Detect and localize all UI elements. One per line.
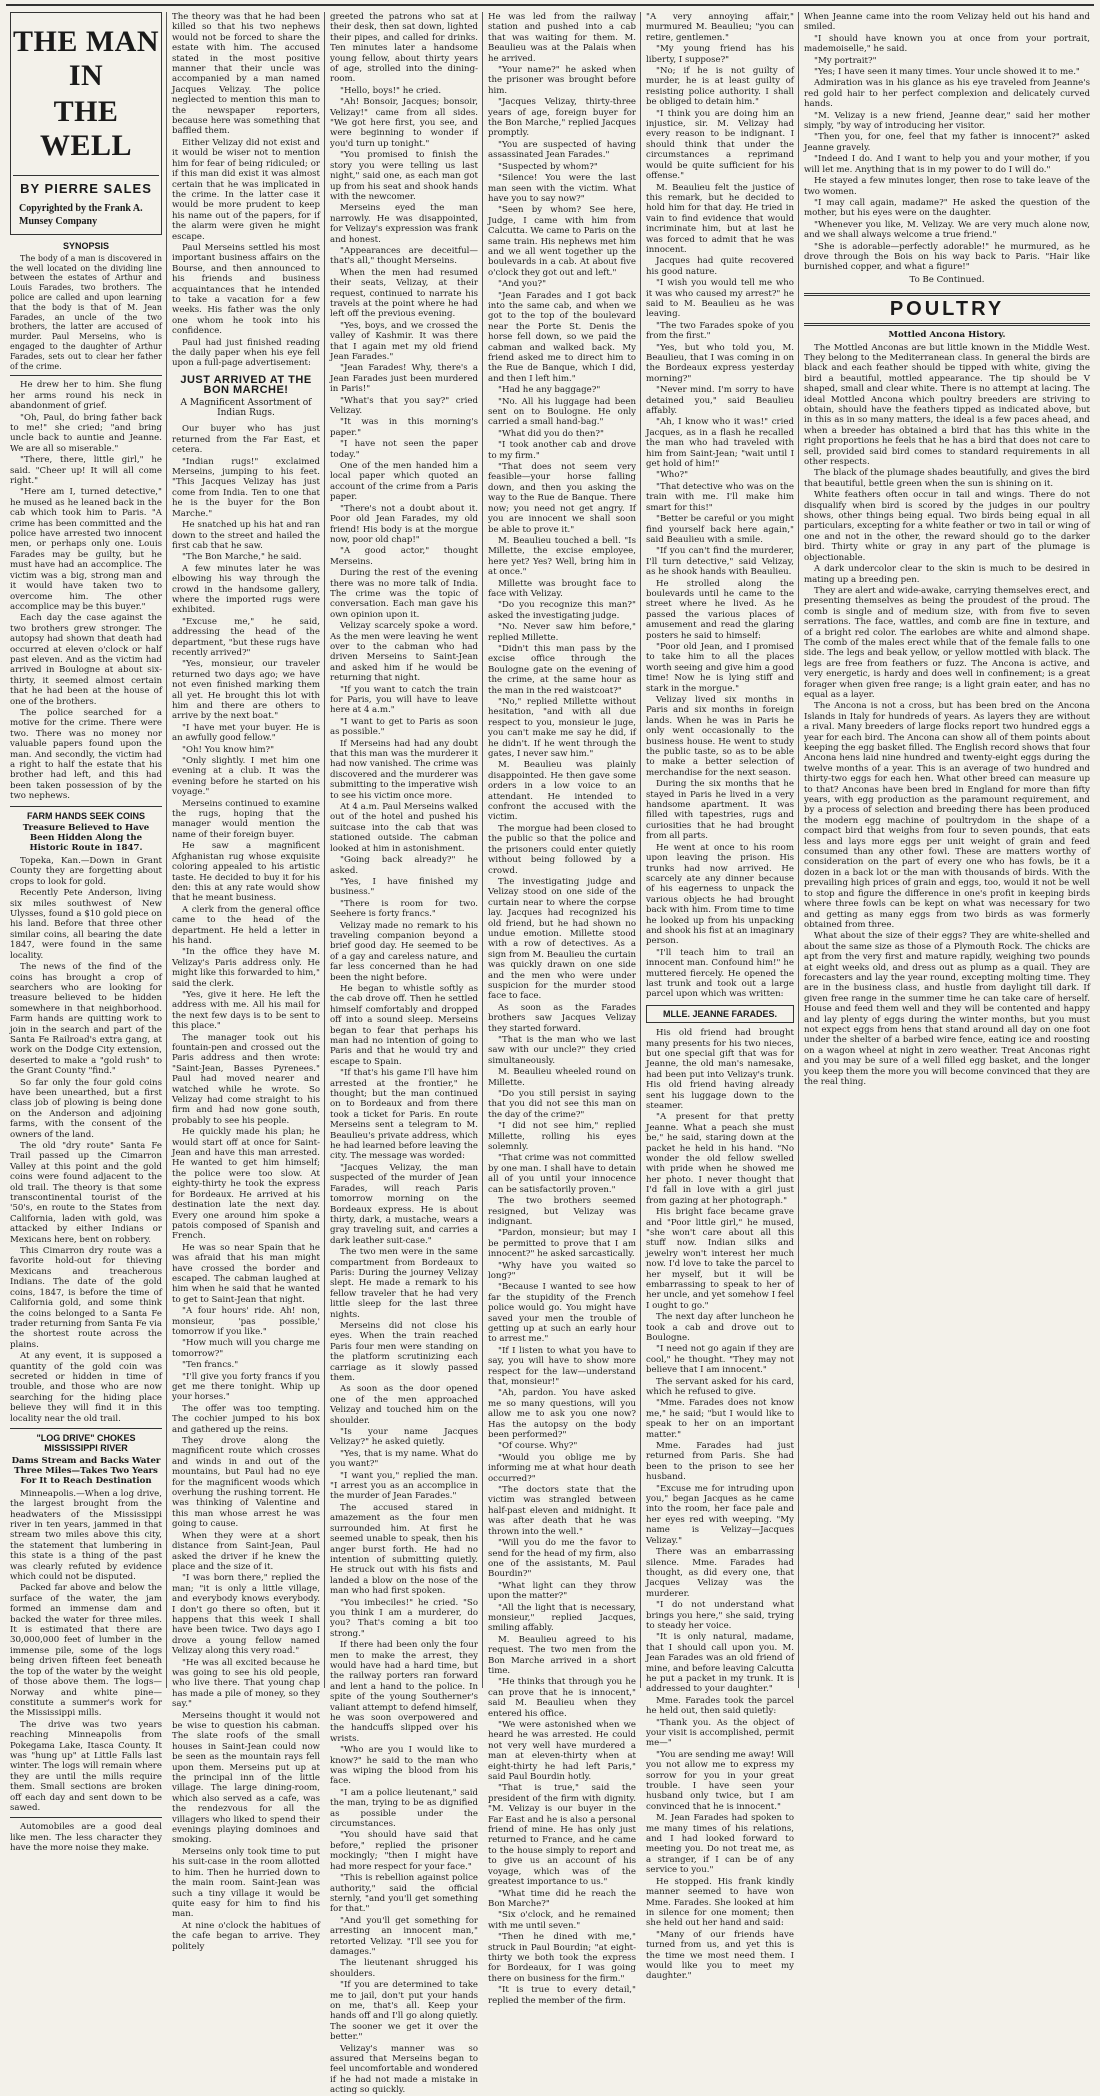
paragraph: "She is adorable—perfectly adorable!" he murmured, as he drove through the Bois on his way back to Paris. "Hair like burnished copper, and what a figure!"	[804, 241, 1090, 273]
paragraph: "Yes, that is my name. What do you want?"	[330, 1448, 478, 1470]
paragraph: If there had been only the four men to make the arrest, they would have had a hard time, but the railway porters ran forward and lent a hand to the police. In spite of the young Southerner's valiant attempt to defend himself, he was soon overpowered and the handcuffs slipped over his wrists.	[330, 1640, 478, 1744]
paragraph: Merseins eyed the man narrowly. He was disappointed, for Velizay's expression was frank and honest.	[330, 203, 478, 245]
paragraph: "M. Velizay is a new friend, Jeanne dear," said her mother simply, "by way of introducing her visitor.	[804, 110, 1090, 132]
paragraph: "Excuse me for intruding upon you," began Jacques as he came into the room, her face pale and her eyes red with weeping. "My name is Velizay—Jacques Velizay."	[646, 1483, 794, 1546]
paragraph: "Jacques Velizay, thirty-three years of age, foreign buyer for the Bon Marche," replied Jacques promptly.	[488, 97, 636, 139]
paragraph: "I was born there," replied the man; "it is only a little village, and everybody knows everybody. I don't go there so often, but it happens that this week I shall have been twice. Two days ago I drove a young fellow named Velizay along this very road."	[172, 1573, 320, 1657]
paragraph: "That crime was not committed by one man. I shall have to detain all of you until your innocence can be satisfactorily proven."	[488, 1153, 636, 1195]
paragraph: "I took another cab and drove to my firm."	[488, 440, 636, 461]
gold-heading: FARM HANDS SEEK COINS	[26, 810, 145, 821]
paragraph: As soon as the door opened one of the men approached Velizay and touched him on the shoulder.	[330, 1384, 478, 1426]
paragraph: He drew her to him. She flung her arms round his neck in abandonment of grief.	[10, 380, 162, 412]
paragraph: "You are sending me away! Will you not allow me to express my sorrow for you in your great trouble. I have seen your husband only twice, but I am convinced that he is innocent."	[646, 1749, 794, 1812]
paragraph: "Would you oblige me by informing me at what hour death occurred?"	[488, 1452, 636, 1484]
paragraph: "Whenever you like, M. Velizay. We are very much alone now, and we shall always welcome a true friend."	[804, 219, 1090, 241]
paragraph: "Then you, for one, feel that my father is innocent?" asked Jeanne gravely.	[804, 132, 1090, 153]
paragraph: "I need not go again if they are cool," he thought. "They may not believe that I am innocent."	[646, 1344, 794, 1376]
paragraph: "Appearances are deceitful—that's all," thought Merseins.	[330, 245, 478, 267]
paragraph: His old friend had brought many presents for his two nieces, but one special gift that was for Jeanne, the old man's namesake, had been put into Velizay's trunk. His old friend having already sent his luggage down to the steamer.	[646, 1028, 794, 1112]
paragraph: "The Bon Marche," he said.	[182, 552, 302, 563]
paragraph: "Indeed I do. And I want to help you and your mother, if you will let me. Anything that is in my power to do I will do."	[804, 154, 1090, 175]
paragraph: M. Beaulieu was plainly disappointed. He then gave some orders in a low voice to an attendant. He intended to confront the accused with the victim.	[488, 760, 636, 823]
paragraph: Merseins continued to examine the rugs, hoping that the manager would mention the name of their foreign buyer.	[172, 798, 320, 840]
paragraph: "Yes; I have seen it many times. Your uncle showed it to me."	[814, 67, 1080, 78]
paragraph: "No; if he is not guilty of murder, he is at least guilty of resisting police authority. I shall be obliged to detain him."	[646, 66, 794, 108]
paragraph: M. Beaulieu agreed to his request. The two men from the Bon Marche arrived in a short time.	[488, 1634, 636, 1676]
paragraph: "Hello, boys!" he cried.	[340, 85, 442, 96]
column-rule	[798, 12, 799, 1688]
paragraph: "No. Never saw him before," replied Millette.	[488, 622, 636, 643]
paragraph: "I wish you would tell me who it was who caused my arrest?" he said to M. Beaulieu as he was leaving.	[646, 278, 794, 320]
paragraph: "I did not see him," replied Millette, rolling his eyes solemnly.	[488, 1121, 636, 1153]
paragraph: At 4 a.m. Paul Merseins walked out of the hotel and pushed his suitcase into the cab that was stationed outside. The cabman looked at him in astonishment.	[330, 802, 478, 854]
paragraph: "Had he any baggage?"	[498, 385, 601, 396]
paragraph: So far only the four gold coins have been unearthed, but a first class job of plowing is being done on the Anderson and adjoining farms, with the consent of the owners of the land.	[10, 1077, 162, 1140]
paragraph: White feathers often occur in tail and wings. There do not disqualify when bird is scored by the judges in our poultry shows, other things being equal. Two birds being equal in all particulars, excepting for a white feather or two in tail or wing of one and not in the other, the reward should go to the darker bird. Thirty white or gray in any part of the plumage is objectionable.	[804, 490, 1090, 563]
synopsis-text: The body of a man is discovered in the well located on the dividing line between the estates of Arthur and Louis Farades, two brothers. The police are called and upon learning that the body is that of M. Jean Farades, an uncle of the two brothers, the latter are accused of murder. Paul Merseins, who is engaged to the daughter of Arthur Farades, sets out to clear her father of the crime.	[10, 253, 162, 371]
story-copyright: Copyrighted by the Frank A. Munsey Company	[19, 203, 143, 228]
paragraph: "Thank you. As the object of your visit is accomplished, permit me—"	[646, 1717, 794, 1749]
paragraph: "This is rebellion against police authority," said the official sternly, "and you'll get something for that."	[330, 1873, 478, 1915]
paragraph: "Your name?" he asked when the prisoner was brought before him.	[488, 65, 636, 96]
paragraph: "How much will you charge me tomorrow?"	[172, 1338, 320, 1359]
paragraph: Recently Pete Anderson, living six miles southwest of New Ulysses, found a $10 gold piece on his land. Before that three other similar coins, all bearing the date 1847, were found in the same locality.	[10, 888, 162, 961]
paragraph: "There's not a doubt about it. Poor old Jean Farades, my old friend! His body is at the morgue now, poor old chap!"	[330, 503, 478, 545]
paragraph: This Cimarron dry route was a favorite hold-out for thieving Mexicans and treacherous Indians. The date of the gold coins, 1847, is before the time of California gold, and some think the coins belonged to a Santa Fe trader returning from Santa Fe via the shortest route across the plains.	[10, 1246, 162, 1350]
paragraph: "Oh, Paul, do bring father back to me!" she cried; "and bring uncle back to auntie and Jeanne. We are all so miserable."	[10, 412, 162, 454]
paragraph: The lieutenant shrugged his shoulders.	[330, 1958, 478, 1979]
paragraph: Minneapolis.—When a log drive, the largest brought from the headwaters of the Mississippi river in ten years, jammed in that stream two miles above this city, the statement that lumbering in this state is a thing of the past was clearly refuted by evidence which could not be disputed.	[10, 1488, 162, 1583]
paragraph: "Many of our friends have turned from us, and yet this is the time we most need them. I would like you to meet my daughter."	[646, 1929, 794, 1982]
column-rule	[482, 12, 483, 1688]
synopsis-heading: SYNOPSIS	[62, 241, 109, 252]
paragraph: "Silence! You were the last man seen with the victim. What have you to say now?"	[488, 173, 636, 204]
paragraph: "You should have said that before," replied the prisoner mockingly; "then I might have had more respect for your face."	[330, 1830, 478, 1872]
paragraph: "Suspected by whom?"	[498, 161, 598, 172]
paragraph: The Mottled Anconas are but little known in the Middle West. They belong to the Mediterranean class. In general the birds are black and each feather should be tipped with white, giving the bird a beautiful, mottled appearance. The tip should be V shaped, small and clear white. There is no attempt at lacing. The ideal Mottled Ancona which poultry breeders are striving to obtain, should have the feathers tipped as indicated above, but in this as in so many matters, the ideal is a few paces ahead, and when a breeder has obtained a bird that has this white in the right proportions he feels that he has a bird that does not care to sell, provided said bird comes to standard requirements in all other respects.	[804, 342, 1090, 468]
paragraph: "Who?"	[656, 470, 689, 481]
paragraph: "And you?"	[498, 279, 547, 290]
paragraph: "I want you," replied the man. "I arrest you as an accomplice in the murder of Jean Farades."	[330, 1470, 478, 1502]
story-title-line-1: THE MAN IN	[13, 25, 159, 92]
paragraph: Velizay lived six months in Paris and six months in foreign lands. When he was in Paris he only went occasionally to the business house. He went to study the public taste, so as to be able to make a better selection of merchandise for the next season.	[646, 695, 794, 778]
paragraph: "Seen by whom? See here, Judge, I came with him from Calcutta. We came to Paris on the same train. His nephews met him and we all went together up the boulevards in a cab. At about five o'clock they got out and left."	[488, 205, 636, 278]
paragraph: When the men had resumed their seats, Velizay, at their request, continued to narrate his travels at the point where he had left off the previous evening.	[330, 267, 478, 320]
column-3	[330, 12, 478, 2096]
paragraph: If Merseins had had any doubt that this man was the murderer it had now vanished. The crime was discovered and the murderer was submitting to the imperative wish to see his victim once more.	[330, 738, 478, 801]
column-6	[804, 12, 1090, 1688]
paragraph: "Ah! Bonsoir, Jacques; bonsoir, Velizay!" came from all sides. "We got here first, you see, and were beginning to wonder if you'd turn up tonight."	[330, 97, 478, 149]
paragraph: "No," replied Millette without hesitation, "and with all due respect to you, monsieur le juge, you can't make me say he did, if he didn't. If he went through the gates, I never saw him."	[488, 697, 636, 760]
paragraph: "I have not seen the paper today."	[330, 439, 478, 460]
paragraph: "You promised to finish the story you were telling us last night," said one, as each man got up from his seat and shook hands with the newcomer.	[330, 150, 478, 202]
paragraph: "I think you are doing him an injustice, sir. M. Velizay had every reason to be indignant. I should think that under the circumstances a reprimand would be quite sufficient for his offense."	[646, 108, 794, 182]
poultry-heading: POULTRY	[804, 293, 1090, 325]
paragraph: The investigating judge and Velizay stood on one side of the curtain near to where the corpse lay. Jacques had recognized his old friend, but he had shown no undue emotion. Millette stood with a row of detectives. As a sign from M. Beaulieu the curtain was quickly drawn on one side and the men who were under suspicion for the murder stood face to face.	[488, 876, 636, 1002]
paragraph: Paul had just finished reading the daily paper when his eye fell upon a full-page advertisement:	[172, 337, 320, 369]
paragraph: He went at once to his room upon leaving the prison. His trunks had now arrived. He scarcely ate any dinner because of his eagerness to unpack the various objects he had brought back with him. From time to time he looked up from his unpacking and shook his fist at an imaginary person.	[646, 842, 794, 947]
paragraph: He was so near Spain that he was afraid that his man might have crossed the border and escaped. The cabman laughed at him when he said that he wanted to get to Saint-Jean that night.	[172, 1242, 320, 1305]
paragraph: "Yes, I have finished my business."	[330, 876, 478, 898]
paragraph: A few minutes later he was elbowing his way through the crowd in the handsome gallery, where the imported rugs were exhibited.	[172, 563, 320, 616]
paragraph: He saw a magnificent Afghanistan rug whose exquisite coloring appealed to his artistic taste. He decided to buy it for his den: this at any rate would show that he meant business.	[172, 841, 320, 904]
paragraph: M. Beaulieu felt the justice of this remark, but he decided to hold him for that day. He tried in vain to find evidence that would incriminate him, but at last he was forced to admit that he was innocent.	[646, 182, 794, 255]
paragraph: He stopped. His frank kindly manner seemed to have won Mme. Farades. She looked at him in silence for one moment; then she held out her hand and said:	[646, 1876, 794, 1929]
paragraph: "I should have known you at once from your portrait, mademoiselle," he said.	[804, 33, 1090, 55]
paragraph: "A very annoying affair," murmured M. Beaulieu; "you can retire, gentlemen."	[646, 12, 794, 43]
paragraph: Our buyer who has just returned from the Far East, et cetera.	[172, 424, 320, 456]
paragraph: Merseins only took time to put his suit-case in the room allotted to him. Then he hurried down to the main room. Saint-Jean was such a tiny village it would be quite easy for him to find his man.	[172, 1846, 320, 1920]
paragraph: "No. All his luggage had been sent on to Boulogne. He only carried a small hand-bag."	[488, 396, 636, 428]
paragraph: "Jacques Velizay, the man suspected of the murder of Jean Farades, will reach Paris tomorrow morning on the Bordeaux express. He is about thirty, dark, a mustache, wears a gray traveling suit, and carries a dark leather suit-case."	[330, 1162, 478, 1246]
paragraph: Admiration was in his glance as his eye traveled from Jeanne's red gold hair to her perfect complexion and delicately curved hands.	[804, 78, 1090, 110]
paragraph: A clerk from the general office came to the head of the department. He held a letter in his hand.	[172, 904, 320, 946]
paragraph: "That detective who was on the train with me. I'll make him smart for this!"	[646, 481, 794, 513]
paragraph: Topeka, Kan.—Down in Grant County they are forgetting about crops to look for gold.	[10, 856, 162, 887]
paragraph: greeted the patrons who sat at their desk, then sat down, lighted their pipes, and called for drinks. Ten minutes later a handsome young fellow, about thirty years of age, strolled into the dining-room.	[330, 12, 478, 85]
paragraph: During the six months that he stayed in Paris he lived in a very handsome apartment. It was filled with tapestries, rugs and curiosities that he had brought from all parts.	[646, 779, 794, 842]
paragraph: What about the size of their eggs? They are white-shelled and about the same size as those of a Plymouth Rock. The chicks are apt from the very first and mature rapidly, weighing two pounds at eight weeks old, and dress out as plump as a quail. They are forecasters and lay the year round, excepting molting time. They are in the business class, and hustle from daylight till dark. If given free range in the summer time he can take care of herself. House and feed them well and they will be contented and happy and lay plenty of eggs during the winter months, but you must not expect eggs from hens that stand around all day on one foot under the shelter of a barbed wire fence, eating ice and roosting on a wagon wheel at night in zero weather. Treat Anconas right and you may be sure of a well filled egg basket, and the longer you keep them the more you will become convinced that they are the real thing.	[804, 931, 1090, 1087]
paragraph: He snatched up his hat and ran down to the street and hailed the first cab that he saw.	[172, 520, 320, 551]
paragraph: "I have met your buyer. He is an awfully good fellow."	[172, 722, 320, 744]
divider	[10, 375, 162, 376]
paragraph: "Pardon, monsieur; but may I be permitted to prove that I am innocent?" he asked sarcastically.	[488, 1228, 636, 1260]
paragraph: The manager took out his fountain-pen and crossed out the Paris address and then wrote: "Saint-Jean, Basses Pyrenees." Paul had moved nearer and watched while he wrote. So Velizay had come straight to his firm and had now gone south, probably to see his people.	[172, 1032, 320, 1126]
paragraph: "What's that you say?" cried Velizay.	[330, 395, 478, 417]
paragraph: At any event, it is supposed a quantity of the gold coin was secreted or hidden in time of trouble, and those who are now searching for the hiding place believe they will find it in this locality near the old trail.	[10, 1351, 162, 1424]
paragraph: "Yes, give it here. He left the address with me. All his mail for the next few days is to be sent to this place."	[172, 989, 320, 1032]
paragraph: "If you can't find the murderer, I'll turn detective," said Velizay, as he shook hands with Beaulieu.	[646, 546, 794, 578]
paragraph: "Then he dined with me," struck in Paul Bourdin; "at eight-thirty we both took the express for Bordeaux, for I was going there on business for the firm."	[488, 1932, 636, 1984]
paragraph: Each day the case against the two brothers grew stronger. The autopsy had shown that death had occurred at eleven o'clock or half past eleven. And as the victim had arrived in Boulogne at about six-thirty, it seemed almost certain that he had been at the house of one of the brothers.	[10, 613, 162, 707]
paragraph: "Because I wanted to see how far the stupidity of the French police would go. You might have saved your men the trouble of getting up at such an early hour to arrest me."	[488, 1282, 636, 1345]
paragraph: The black of the plumage shades beautifully, and gives the bird that beautiful, bettle green when the sun is shining on it.	[804, 468, 1090, 489]
paragraph: The two brothers seemed resigned, but Velizay was indignant.	[488, 1196, 636, 1227]
paragraph: Velizay made no remark to his traveling companion beyond a brief good day. He seemed to be of a gay and careless nature, and far less concerned than he had been the night before.	[330, 920, 478, 983]
divider	[10, 806, 162, 807]
paragraph: "Jean Farades! Why, there's a Jean Farades just been murdered in Paris!"	[330, 363, 478, 395]
paragraph: "I'll give you forty francs if you get me there tonight. Whip up your horses."	[172, 1371, 320, 1403]
column-rule	[324, 12, 325, 1688]
paragraph: The servant asked for his card, which he refused to give.	[646, 1376, 794, 1397]
paragraph: One of the men handed him a local paper which quoted an account of the crime from a Paris paper.	[330, 461, 478, 503]
paragraph: "All the light that is necessary, monsieur," replied Jacques, smiling affably.	[488, 1602, 636, 1634]
paragraph: "Of course. Why?"	[498, 1441, 578, 1452]
paragraph: At nine o'clock the habitues of the cafe began to arrive. They politely	[172, 1920, 320, 1952]
paragraph: "That does not seem very feasible—your horse falling down, and then you asking the way to the Rue de Banque. There now; you need not get angry. If you are innocent we shall soon be able to prove it."	[488, 462, 636, 535]
paragraph: "There, there, little girl," he said. "Cheer up! It will all come right."	[10, 455, 162, 487]
paragraph: The news of the find of the coins has brought a crop of searchers who are looking for treasure believed to be hidden somewhere in that neighborhood. Farm hands are quitting work to join in the search and part of the Santa Fe Railroad's extra gang, at work on the Dodge City extension, deserted to make a "gold rush" to the Grant County "find."	[10, 962, 162, 1077]
paragraph: The morgue had been closed to the public so that the police and the prisoners could enter quietly without being followed by a crowd.	[488, 823, 636, 876]
paragraph: "Here am I, turned detective," he mused as he leaned back in the cab which took him to Paris. "A crime has been committed and the police have arrested two innocent men, or perhaps only one. Louis Farades may be guilty, but he must have had an accomplice. The victim was a big, strong man and it would have taken two to overcome him. The other accomplice may be this buyer."	[10, 487, 162, 612]
paragraph: "Do you still persist in saying that you did not see this man on the day of the crime?"	[488, 1089, 636, 1120]
paragraph: "You are suspected of having assassinated Jean Farades."	[488, 139, 636, 161]
paragraph: When Jeanne came into the room Velizay held out his hand and smiled.	[804, 12, 1090, 33]
paragraph: "In the office they have M. Velizay's Paris address only. He might like this forwarded to him," said the clerk.	[172, 947, 320, 989]
paragraph: He strolled along the boulevards until he came to the street where he lived. As he passed the various places of amusement and read the glaring posters he said to himself:	[646, 578, 794, 641]
paragraph: Merseins did not close his eyes. When the train reached Paris four men were standing on the platform scrutinizing each carriage as it slowly passed them.	[330, 1320, 478, 1383]
paragraph: They are alert and wide-awake, carrying themselves erect, and presenting themselves as being the proudest of the proud. The comb is single and of medium size, with from five to seven serrations. The face, wattles, and comb are fine in texture, and of a bright red color. The earlobes are white and almond shape. The comb of the males erect while that of the female falls to one side. The legs and beak yellow, or yellow mottled with black. The legs are free from feathers or fuzz. The Ancona is active, and very energetic, is hardy and does well in confinement; is a great forager when given free range; is a light grain eater, and has no equal as a layer.	[804, 585, 1090, 700]
paragraph: His bright face became grave and "Poor little girl," he mused, "she won't care about all this stuff now. Indian silks and jewelry won't interest her much now. I'd love to take the parcel to her myself, but it will be embarrassing to speak to her of her uncle, and yet somehow I feel I ought to go."	[646, 1207, 794, 1311]
paragraph: "Oh! You know him?"	[182, 744, 275, 755]
paragraph: "He was all excited because he was going to see his old people, who live there. That young chap has made a pile of money, so they say."	[172, 1657, 320, 1710]
paragraph: The accused stared in amazement as the four men surrounded him. At first he seemed unable to speak, then his anger burst forth. He had no intention of submitting quietly. He struck out with his fists and landed a blow on the nose of the man who had first spoken.	[330, 1502, 478, 1597]
paragraph: "Never mind. I'm sorry to have detained you," said Beaulieu affably.	[646, 385, 794, 417]
paragraph: They drove along the magnificent route which crosses and winds in and out of the mountains, but Paul had no eye for the magnificent woods which overhung the rushing torrent. He was thinking of Valentine and this man whose arrest he was going to cause.	[172, 1436, 320, 1530]
paragraph: Millette was brought face to face with Velizay.	[488, 578, 636, 599]
paragraph: "The two Farades spoke of you from the first."	[646, 320, 794, 342]
paragraph: "A four hours' ride. Ah! non, monsieur, 'pas possible,' tomorrow if you like."	[172, 1306, 320, 1337]
paragraph: "I want to get to Paris as soon as possible."	[330, 716, 478, 738]
column-5	[646, 12, 794, 1982]
paragraph: He quickly made his plan; he would start off at once for Saint-Jean and have this man arrested. He wanted to get him himself; the police were too slow. At eighty-thirty he took the express for Bordeaux. He arrived at his destination late the next day. Every one around him spoke a patois composed of Spanish and French.	[172, 1127, 320, 1242]
paragraph: Packed far above and below the surface of the water, the jam formed an immense dam and backed the water for three miles. It is estimated that there are 30,000,000 feet of lumber in the immense pile, some of the logs being driven fifteen feet beneath the top of the water by the weight of those above them. The logs—Norway and white pine—constitute a summer's work for the Mississippi mills.	[10, 1583, 162, 1719]
paragraph: "I may call again, madame?" He asked the question of the mother, but his eyes were on the daughter.	[804, 197, 1090, 219]
story-title-line-2: THE WELL	[39, 95, 133, 162]
column-4	[488, 12, 636, 2006]
paragraph: "That is the man who we last saw with our uncle?" they cried simultaneously.	[488, 1035, 636, 1066]
paragraph: The theory was that he had been killed so that his two nephews would not be forced to share the estate with him. The accused stated in the most positive manner that their uncle was accompanied by a man named Jacques Velizay. The police neglected to mention this man to the newspaper reporters, because here was something that baffled them.	[172, 12, 320, 137]
paragraph: "Ah, pardon. You have asked me so many questions, will you allow me to ask you one now? Has the autopsy on the body been performed?"	[488, 1388, 636, 1441]
paragraph: "If you are determined to take me to jail, don't put your hands on me, that's all. Keep your hands off and I'll go along quietly. The sooner we get it over the better."	[330, 1980, 478, 2043]
paragraph: During the rest of the evening there was no more talk of India. The crime was the topic of conversation. Each man gave his own opinion upon it.	[330, 568, 478, 620]
column-2	[172, 12, 320, 1952]
paragraph: "Ah, I know who it was!" cried Jacques, as in a flash he recalled the man who had traveled with him from Saint-Jean; "wait until I get hold of him!"	[646, 417, 794, 470]
divider	[10, 1817, 162, 1818]
logs-subheading: Dams Stream and Backs Water Three Miles—Takes Two Years For It to Reach Destination	[11, 1455, 161, 1486]
paragraph: "Poor old Jean, and I promised to take him to all the places worth seeing and give him a good time! Now he is lying stiff and stark in the morgue."	[646, 641, 794, 694]
paragraph: Mme. Farades took the parcel he held out, then said quietly:	[646, 1695, 794, 1717]
paragraph: "We were astonished when we heard he was arrested. He could not very well have murdered a man at eleven-thirty when at eight-thirty he had left Paris," said Paul Bourdin hotly.	[488, 1720, 636, 1783]
paragraph: Jacques had quite recovered his good nature.	[646, 256, 794, 277]
paragraph: "It was in this morning's paper."	[330, 417, 478, 438]
paragraph: "And you'll get something for arresting an innocent man," retorted Velizay. "I'll see you for damages."	[330, 1915, 478, 1957]
paragraph: "What light can they throw upon the matter?"	[488, 1580, 636, 1602]
paragraph: "Didn't this man pass by the excise office through the Boulogne gate on the evening of the crime, at the same hour as the man in the red waistcoat?"	[488, 643, 636, 696]
paragraph: The two men were in the same compartment from Bordeaux to Paris: During the journey Velizay slept. He made a remark to his fellow traveler that he had very little sleep for the last three nights.	[330, 1247, 478, 1320]
paragraph: "I'll teach him to trail an innocent man. Confound him!" he muttered fiercely. He opened the last trunk and took out a large parcel upon which was written:	[646, 947, 794, 1000]
paragraph: The offer was too tempting. The cochier jumped to his box and gathered up the reins.	[172, 1403, 320, 1435]
story-byline: BY PIERRE SALES	[13, 175, 159, 194]
paragraph: "I am a police lieutenant," said the man, trying to be as dignified as possible under the circumstances.	[330, 1787, 478, 1830]
paragraph: When they were at a short distance from Saint-Jean, Paul asked the driver if he knew the place and the size of it.	[172, 1530, 320, 1572]
column-rule	[166, 12, 167, 1688]
paragraph: "Why have you waited so long?"	[488, 1260, 636, 1281]
paragraph: He began to whistle softly as the cab drove off. Then he settled himself comfortably and dropped off into a sound sleep. Merseins began to fear that perhaps his man had no intention of going to Paris and that he would try and escape to Spain.	[330, 983, 478, 1067]
paragraph: The police searched for a motive for the crime. There were two. There was no money nor valuable papers found upon the man. And secondly, the victim had a right to half the estate that his brother had left, and this had been taken possession of by the two nephews.	[10, 707, 162, 802]
paragraph: Paul Merseins settled his most important business affairs on the Bourse, and then announced to his friends and business acquaintances that he intended to take a vacation for a few weeks. His father was the only one whom he took into his confidence.	[172, 242, 320, 337]
paragraph: Mme. Farades had just returned from Paris. She had been to the prison to see her husband.	[646, 1441, 794, 1483]
paragraph: The old "dry route" Santa Fe Trail passed up the Cimarron Valley at this point and the gold coins were found adjacent to the old trail. The theory is that some transcontinental tourist of the '50's, en route to the States from California, laden with gold, was attacked by either Indians or Mexicans here, bent on robbery.	[10, 1141, 162, 1245]
paragraph: M. Jean Farades had spoken to me many times of his relations, and I had looked forward to meeting you. Do not treat me, as a stranger, if I can be of any service to you."	[646, 1813, 794, 1876]
advert-heading: JUST ARRIVED AT THE BON MARCHE!	[180, 373, 312, 397]
paragraph: "It is true to every detail," replied the member of the firm.	[488, 1985, 636, 2006]
divider	[10, 1428, 162, 1429]
paragraph: "Ten francs."	[182, 1360, 239, 1371]
to-be-continued: To Be Continued.	[909, 274, 985, 285]
paragraph: "Indian rugs!" exclaimed Merseins, jumping to his feet. "This Jacques Velizay has just come from India. Ten to one that he is the buyer for the Bon Marche."	[172, 456, 320, 519]
paragraph: "If I listen to what you have to say, you will have to show more respect for the law—understand that, monsieur!"	[488, 1345, 636, 1387]
paragraph: Velizay's manner was so assured that Merseins began to feel uncomfortable and wondered if he had not made a mistake in acting so quickly.	[330, 2043, 478, 2096]
story-part-1	[10, 380, 162, 801]
gold-subheading: Treasure Believed to Have Been Hidden Along the Historic Route in 1847.	[22, 823, 150, 854]
paragraph: "The doctors state that the victim was strangled between half-past eleven and midnight. It was after death that he was thrown into the well."	[488, 1485, 636, 1537]
paragraph: "Only slightly. I met him one evening at a club. It was the evening before he started on his voyage."	[172, 756, 320, 798]
paragraph: "There is room for two. Seehere is forty francs."	[330, 898, 478, 920]
paragraph: As soon as the Farades brothers saw Jacques Velizay they started forward.	[488, 1002, 636, 1034]
paragraph: Either Velizay did not exist and it would be wiser not to mention him for fear of being ridiculed; or if this man did exist it was almost certain that he was implicated in the crime. In the latter case it would be more prudent to keep his name out of the papers, for if the alarm were given he might escape.	[172, 137, 320, 242]
column-1	[10, 12, 162, 1854]
paragraph: "Jean Farades and I got back into the same cab, and when we got to the top of the boulevard near the Porte St. Denis the horse fell down, so we paid the cabman and walked back. My friend asked me to direct him to the Rue de Banque, which I did, and then I left him."	[488, 290, 636, 384]
parcel-label: MLLE. JEANNE FARADES.	[646, 1005, 794, 1023]
advert-subheading: A Magnificent Assortment of Indian Rugs.	[180, 397, 312, 419]
paragraph: "It is only natural, madame, that I should call upon you. M. Jean Farades was an old friend of mine, and before leaving Calcutta he put a packet in my trunk. It is addressed to your daughter."	[646, 1632, 794, 1695]
paragraph: A dark undercolor clear to the skin is much to be desired in mating up a breeding pen.	[804, 564, 1090, 585]
paragraph: He stayed a few minutes longer, then rose to take leave of the two women.	[804, 176, 1090, 197]
paragraph: Velizay scarcely spoke a word. As the men were leaving he went over to the cabman who had driven Merseins to Saint-Jean and asked him if he would be returning that night.	[330, 621, 478, 684]
paragraph: M. Beaulieu touched a bell. "Is Millette, the excise employee, here yet? Yes? Well, bring him in at once."	[488, 535, 636, 578]
paragraph: "My portrait?"	[814, 55, 877, 66]
paragraph: "If that's his game I'll have him arrested at the frontier," he thought; but the man continued on to Bordeaux and from there took a ticket for Paris. En route Merseins sent a telegram to M. Beaulieu's private address, which he had learned before leaving the city. The message was worded:	[330, 1068, 478, 1162]
paragraph: "Yes, boys, and we crossed the valley of Kashmir. It was there that I again met my old friend Jean Farades."	[330, 320, 478, 362]
paragraph: "What did you do then?"	[498, 428, 604, 439]
paragraph: "A good actor," thought Merseins.	[330, 546, 478, 567]
paragraph: "Better be careful or you might find yourself back here again," said Beaulieu with a smile.	[646, 514, 794, 545]
paragraph: The next day after luncheon he took a cab and drove out to Boulogne.	[646, 1312, 794, 1343]
paragraph: The Ancona is not a cross, but has been bred on the Ancona Islands in Italy for hundreds of years. As layers they are without a rival. Many breeders of large flocks report two hundred eggs a year for each bird. The Ancona can show all of them points about keeping the egg basket filled. The English record shows that four Ancona hens laid nine hundred and twenty-eight eggs during the twelve months of a year. This is an average of two hundred and thirty-two eggs for each hen. What other breed can measure up to that? Anconas have been bred in England for more than fifty years, with egg production as the paramount requirement, and by a process of selection and breeding there has been produced the modern egg machine of poultrydom in the shape of a compact bird that weighs from four to seven pounds, that eats less and lays more eggs per unit weight of grain and feed consumed than any other fowl. These are matters worthy of consideration on the part of every one who has fowls, be it a dozen in a back lot or the man with thousands of birds. With the prevailing high prices of grain and eggs, too, would it not be well to stop and figure the difference in one's profit in keeping birds where three fowls can be kept on what was necessary for two and getting as many eggs from two birds as was formerly obtained from three.	[804, 701, 1090, 930]
paragraph: "I do not understand what brings you here," she said, trying to steady her voice.	[646, 1600, 794, 1631]
story-title-box	[10, 12, 162, 235]
paragraph: "Going back already?" he asked.	[330, 855, 478, 876]
paragraph: "Do you recognize this man?" asked the investigating judge.	[488, 600, 636, 621]
paragraph: "He thinks that through you he can prove that he is innocent," said M. Beaulieu when they entered his office.	[488, 1677, 636, 1719]
logs-heading: "LOG DRIVE" CHOKES MISSISSIPPI RIVER	[36, 1432, 136, 1454]
paragraph: "My young friend has his liberty, I suppose?"	[646, 44, 794, 65]
paragraph: Merseins thought it would not be wise to question his cabman. The slate roofs of the small houses in Saint-Jean could now be seen as the mountain rays fell upon them. Merseins put up at the principal inn of the little village. The large dining-room, which also served as a cafe, was the rendezvous for all the villagers who liked to spend their evenings playing dominoes and smoking.	[172, 1710, 320, 1846]
paragraph: "Is your name Jacques Velizay?" he asked quietly.	[330, 1427, 478, 1448]
column-rule	[640, 12, 641, 1688]
paragraph: M. Beaulieu wheeled round on Millette.	[488, 1067, 636, 1088]
paragraph: "A present for that pretty Jeanne. What a peach she must be," he said, staring down at the packet he held in his hand. "No wonder the old fellow swelled with pride when he showed me her photo. I never thought that I'd fall in love with a girl just from gazing at her photograph."	[646, 1112, 794, 1206]
paragraph: "Will you do me the favor to send for the head of my firm, also one of the assistants, M. Paul Bourdin?"	[488, 1538, 636, 1580]
paragraph: "That is true," said the president of the firm with dignity. "M. Velizay is our buyer in the Far East and he is also a personal friend of mine. He has only just returned to France, and he came to the house simply to report and to give us an account of his voyage, which was of the greatest importance to us."	[488, 1783, 636, 1888]
paragraph: "Who are you I would like to know?" he said to the man who was wiping the blood from his face.	[330, 1745, 478, 1787]
newspaper-page	[6, 4, 1094, 2096]
paragraph: The drive was two years reaching Minneapolis from Pokegama Lake, Itasca County. It was "hung up" at Little Falls last winter. The logs will remain where they are until the mills require them. Small sections are broken off each day and sent down to be sawed.	[10, 1719, 162, 1813]
paragraph: "Mme. Farades does not know me," he said; "but I would like to speak to her on an important matter."	[646, 1398, 794, 1440]
paragraph: "What time did he reach the Bon Marche?"	[488, 1888, 636, 1909]
paragraph: "If you want to catch the train for Paris, you will have to leave here at 4 a.m."	[330, 684, 478, 716]
paragraph: "Excuse me," he said, addressing the head of the department, "but these rugs have recently arrived?"	[172, 616, 320, 658]
paragraph: "You imbeciles!" he cried. "So you think I am a murderer, do you? That's coming a bit too strong."	[330, 1597, 478, 1639]
paragraph: He was led from the railway station and pushed into a cab that was waiting for them. M. Beaulieu was at the Palais when he arrived.	[488, 12, 636, 64]
poultry-subheading: Mottled Ancona History.	[888, 329, 1006, 340]
paragraph: "Yes, but who told you, M. Beaulieu, that I was coming in on the Bordeaux express yesterday morning?"	[646, 342, 794, 384]
paragraph: "Yes, monsieur, our traveler returned two days ago; we have not even finished marking them all yet. He brought this lot with him and there are others to arrive by the next boat."	[172, 659, 320, 722]
filler-quip: Automobiles are a good deal like men. The less character they have the more noise they make.	[10, 1822, 162, 1854]
paragraph: There was an embarrassing silence. Mme. Farades had thought, as did every one, that Jacques Velizay was the murderer.	[646, 1547, 794, 1599]
paragraph: "Six o'clock, and he remained with me until seven."	[488, 1910, 636, 1931]
